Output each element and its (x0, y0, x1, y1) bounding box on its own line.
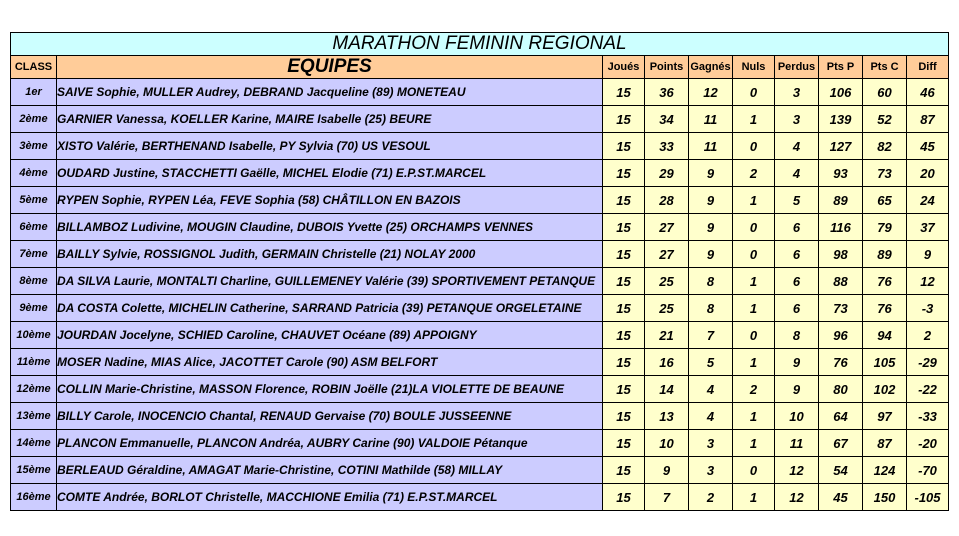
stat-cell: 4 (775, 133, 819, 160)
table-row (11, 457, 949, 484)
stat-cell: 14 (645, 376, 689, 403)
stat-cell: 2 (907, 322, 949, 349)
team-cell: DA SILVA Laurie, MONTALTI Charline, GUILLEMENEY Valérie (39) SPORTIVEMENT PETANQUE (57, 268, 603, 295)
stat-cell: -105 (907, 484, 949, 511)
rank-cell: 1er (11, 79, 57, 106)
stat-cell: 28 (645, 187, 689, 214)
stat-cell: 96 (819, 322, 863, 349)
stat-cell: 3 (775, 79, 819, 106)
table-row (11, 241, 949, 268)
stat-cell: 105 (863, 349, 907, 376)
rank-cell: 8ème (11, 268, 57, 295)
team-cell: GARNIER Vanessa, KOELLER Karine, MAIRE Isabelle (25) BEURE (57, 106, 603, 133)
stat-cell: 15 (603, 79, 645, 106)
stat-cell: 80 (819, 376, 863, 403)
stat-cell: 3 (775, 106, 819, 133)
stat-cell: 9 (689, 214, 733, 241)
column-header-row (11, 56, 949, 79)
stat-cell: 46 (907, 79, 949, 106)
title-row (11, 33, 949, 56)
stat-cell: 124 (863, 457, 907, 484)
team-cell: BILLY Carole, INOCENCIO Chantal, RENAUD Gervaise (70) BOULE JUSSEENNE (57, 403, 603, 430)
table-row (11, 268, 949, 295)
table-row (11, 484, 949, 511)
column-header-stat: Pts C (863, 56, 907, 79)
stat-cell: 89 (863, 241, 907, 268)
stat-cell: 33 (645, 133, 689, 160)
column-header-equipes: EQUIPES (57, 56, 603, 79)
table-row (11, 349, 949, 376)
stat-cell: 0 (733, 79, 775, 106)
stat-cell: 0 (733, 214, 775, 241)
team-cell: SAIVE Sophie, MULLER Audrey, DEBRAND Jacqueline (89) MONETEAU (57, 79, 603, 106)
table-row (11, 160, 949, 187)
team-cell: XISTO Valérie, BERTHENAND Isabelle, PY Sylvia (70) US VESOUL (57, 133, 603, 160)
stat-cell: 9 (689, 187, 733, 214)
stat-cell: 15 (603, 160, 645, 187)
team-cell: COLLIN Marie-Christine, MASSON Florence, ROBIN Joëlle (21)LA VIOLETTE DE BEAUNE (57, 376, 603, 403)
stat-cell: 4 (689, 403, 733, 430)
rank-cell: 9ème (11, 295, 57, 322)
stat-cell: 27 (645, 241, 689, 268)
stat-cell: 82 (863, 133, 907, 160)
rank-cell: 7ème (11, 241, 57, 268)
stat-cell: 73 (863, 160, 907, 187)
table-row (11, 430, 949, 457)
stat-cell: 6 (775, 214, 819, 241)
stat-cell: 76 (819, 349, 863, 376)
table-row (11, 214, 949, 241)
stat-cell: 89 (819, 187, 863, 214)
stat-cell: 98 (819, 241, 863, 268)
stat-cell: 9 (775, 376, 819, 403)
stat-cell: -29 (907, 349, 949, 376)
team-cell: RYPEN Sophie, RYPEN Léa, FEVE Sophia (58) CHÂTILLON EN BAZOIS (57, 187, 603, 214)
stat-cell: 15 (603, 403, 645, 430)
stat-cell: 2 (733, 160, 775, 187)
stat-cell: 79 (863, 214, 907, 241)
column-header-stat: Nuls (733, 56, 775, 79)
stat-cell: 15 (603, 268, 645, 295)
stat-cell: 64 (819, 403, 863, 430)
stat-cell: 67 (819, 430, 863, 457)
stat-cell: 8 (689, 268, 733, 295)
table-row (11, 79, 949, 106)
team-cell: COMTE Andrée, BORLOT Christelle, MACCHIONE Emilia (71) E.P.ST.MARCEL (57, 484, 603, 511)
stat-cell: 0 (733, 457, 775, 484)
stat-cell: 45 (819, 484, 863, 511)
team-cell: BAILLY Sylvie, ROSSIGNOL Judith, GERMAIN Christelle (21) NOLAY 2000 (57, 241, 603, 268)
stat-cell: 15 (603, 457, 645, 484)
column-header-class: CLASS (11, 56, 57, 79)
stat-cell: -3 (907, 295, 949, 322)
table-row (11, 376, 949, 403)
stat-cell: 10 (775, 403, 819, 430)
stat-cell: 0 (733, 322, 775, 349)
stat-cell: 15 (603, 430, 645, 457)
stat-cell: 25 (645, 295, 689, 322)
stat-cell: 2 (733, 376, 775, 403)
stat-cell: 12 (689, 79, 733, 106)
column-header-stat: Gagnés (689, 56, 733, 79)
table-row (11, 295, 949, 322)
stat-cell: 127 (819, 133, 863, 160)
stat-cell: 16 (645, 349, 689, 376)
stat-cell: 1 (733, 187, 775, 214)
stat-cell: 93 (819, 160, 863, 187)
stat-cell: 5 (775, 187, 819, 214)
stat-cell: 4 (689, 376, 733, 403)
stat-cell: 37 (907, 214, 949, 241)
stat-cell: 116 (819, 214, 863, 241)
column-header-stat: Perdus (775, 56, 819, 79)
stat-cell: 27 (645, 214, 689, 241)
stat-cell: 1 (733, 403, 775, 430)
team-cell: OUDARD Justine, STACCHETTI Gaëlle, MICHEL Elodie (71) E.P.ST.MARCEL (57, 160, 603, 187)
stat-cell: 6 (775, 295, 819, 322)
stat-cell: 1 (733, 349, 775, 376)
team-cell: DA COSTA Colette, MICHELIN Catherine, SARRAND Patricia (39) PETANQUE ORGELETAINE (57, 295, 603, 322)
stat-cell: 7 (689, 322, 733, 349)
standings-table (10, 32, 949, 511)
stat-cell: 9 (689, 241, 733, 268)
stat-cell: 15 (603, 349, 645, 376)
stat-cell: 5 (689, 349, 733, 376)
stat-cell: 15 (603, 241, 645, 268)
stat-cell: 13 (645, 403, 689, 430)
stat-cell: 4 (775, 160, 819, 187)
rank-cell: 12ème (11, 376, 57, 403)
stat-cell: 76 (863, 268, 907, 295)
stat-cell: 6 (775, 241, 819, 268)
stat-cell: 12 (775, 484, 819, 511)
stat-cell: 1 (733, 430, 775, 457)
stat-cell: 7 (645, 484, 689, 511)
stat-cell: 9 (775, 349, 819, 376)
stat-cell: 15 (603, 214, 645, 241)
stat-cell: 73 (819, 295, 863, 322)
rank-cell: 10ème (11, 322, 57, 349)
column-header-stat: Joués (603, 56, 645, 79)
table-row (11, 106, 949, 133)
stat-cell: 11 (689, 106, 733, 133)
rank-cell: 14ème (11, 430, 57, 457)
stat-cell: 94 (863, 322, 907, 349)
stat-cell: -20 (907, 430, 949, 457)
stat-cell: 3 (689, 457, 733, 484)
stat-cell: 9 (689, 160, 733, 187)
team-cell: PLANCON Emmanuelle, PLANCON Andréa, AUBRY Carine (90) VALDOIE Pétanque (57, 430, 603, 457)
stat-cell: 45 (907, 133, 949, 160)
stat-cell: 11 (775, 430, 819, 457)
stat-cell: 6 (775, 268, 819, 295)
rank-cell: 13ème (11, 403, 57, 430)
stat-cell: 65 (863, 187, 907, 214)
stat-cell: 15 (603, 295, 645, 322)
rank-cell: 11ème (11, 349, 57, 376)
table-row (11, 187, 949, 214)
stat-cell: 15 (603, 484, 645, 511)
stat-cell: 15 (603, 106, 645, 133)
stat-cell: 1 (733, 106, 775, 133)
stat-cell: -70 (907, 457, 949, 484)
stat-cell: 2 (689, 484, 733, 511)
stat-cell: 0 (733, 133, 775, 160)
column-header-stat: Diff (907, 56, 949, 79)
stat-cell: 1 (733, 484, 775, 511)
rank-cell: 15ème (11, 457, 57, 484)
stat-cell: 8 (775, 322, 819, 349)
stat-cell: 15 (603, 376, 645, 403)
stat-cell: 87 (907, 106, 949, 133)
rank-cell: 6ème (11, 214, 57, 241)
stat-cell: -22 (907, 376, 949, 403)
stat-cell: 60 (863, 79, 907, 106)
rank-cell: 16ème (11, 484, 57, 511)
page-title: MARATHON FEMININ REGIONAL (11, 33, 949, 56)
stat-cell: 1 (733, 268, 775, 295)
stat-cell: 9 (907, 241, 949, 268)
column-header-stat: Pts P (819, 56, 863, 79)
standings-body (11, 79, 949, 511)
rank-cell: 4ème (11, 160, 57, 187)
stat-cell: 36 (645, 79, 689, 106)
stat-cell: 102 (863, 376, 907, 403)
stat-cell: 1 (733, 295, 775, 322)
stat-cell: 9 (645, 457, 689, 484)
table-row (11, 322, 949, 349)
stat-cell: 34 (645, 106, 689, 133)
stat-cell: 20 (907, 160, 949, 187)
stat-cell: 52 (863, 106, 907, 133)
stat-cell: 97 (863, 403, 907, 430)
stat-cell: 11 (689, 133, 733, 160)
stat-cell: 10 (645, 430, 689, 457)
stat-cell: 150 (863, 484, 907, 511)
rank-cell: 2ème (11, 106, 57, 133)
stat-cell: 8 (689, 295, 733, 322)
column-header-stat: Points (645, 56, 689, 79)
team-cell: MOSER Nadine, MIAS Alice, JACOTTET Carole (90) ASM BELFORT (57, 349, 603, 376)
stat-cell: 54 (819, 457, 863, 484)
stat-cell: 21 (645, 322, 689, 349)
stat-cell: 0 (733, 241, 775, 268)
stat-cell: 3 (689, 430, 733, 457)
rank-cell: 3ème (11, 133, 57, 160)
stat-cell: 15 (603, 322, 645, 349)
stat-cell: 12 (775, 457, 819, 484)
stat-cell: 29 (645, 160, 689, 187)
stat-cell: 24 (907, 187, 949, 214)
team-cell: BERLEAUD Géraldine, AMAGAT Marie-Christine, COTINI Mathilde (58) MILLAY (57, 457, 603, 484)
stat-cell: 88 (819, 268, 863, 295)
stat-cell: 15 (603, 133, 645, 160)
stat-cell: 76 (863, 295, 907, 322)
team-cell: BILLAMBOZ Ludivine, MOUGIN Claudine, DUBOIS Yvette (25) ORCHAMPS VENNES (57, 214, 603, 241)
stat-cell: 139 (819, 106, 863, 133)
stat-cell: 15 (603, 187, 645, 214)
stat-cell: 87 (863, 430, 907, 457)
stat-cell: 25 (645, 268, 689, 295)
table-row (11, 133, 949, 160)
stat-cell: -33 (907, 403, 949, 430)
team-cell: JOURDAN Jocelyne, SCHIED Caroline, CHAUVET Océane (89) APPOIGNY (57, 322, 603, 349)
stat-cell: 106 (819, 79, 863, 106)
table-row (11, 403, 949, 430)
stat-cell: 12 (907, 268, 949, 295)
rank-cell: 5ème (11, 187, 57, 214)
